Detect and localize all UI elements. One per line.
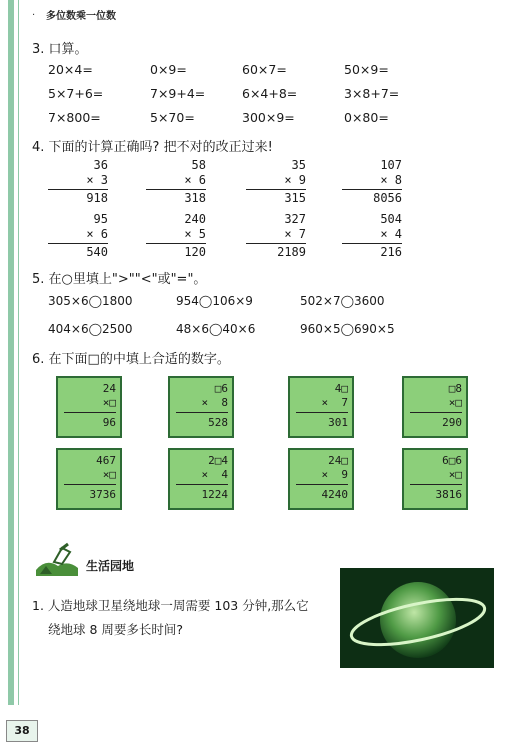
multiplier: × 7 [321, 396, 348, 409]
multiplier: ×□ [102, 396, 116, 409]
calc-rule [410, 484, 462, 485]
life-question-line2: 绕地球 8 周要多长时间? [48, 622, 184, 637]
calc-rule [64, 412, 116, 413]
q3-expression: 0×9= [150, 62, 187, 77]
product: 4240 [321, 488, 348, 501]
product: 1224 [201, 488, 228, 501]
multiplicand: 36 [93, 158, 108, 172]
calc-rule [246, 189, 306, 190]
q3-expression: 6×4+8= [242, 86, 298, 101]
multiplier: × 6 [184, 173, 206, 187]
vertical-multiplication [48, 158, 108, 206]
multiplier: × 4 [380, 227, 402, 241]
q5-comparison: 502×7◯3600 [300, 294, 385, 308]
q5-comparison: 960×5◯690×5 [300, 322, 395, 336]
vertical-multiplication [48, 212, 108, 260]
product: 918 [86, 191, 108, 205]
q3-expression: 3×8+7= [344, 86, 400, 101]
product: 216 [380, 245, 402, 259]
vertical-multiplication [146, 212, 206, 260]
multiplicand: 58 [191, 158, 206, 172]
q4-title: 4. 下面的计算正确吗? 把不对的改正过来! [32, 140, 273, 155]
product: 318 [184, 191, 206, 205]
calc-rule [176, 484, 228, 485]
product: 315 [284, 191, 306, 205]
multiplier: × 6 [86, 227, 108, 241]
margin-bar [8, 0, 14, 705]
q3-expression: 300×9= [242, 110, 295, 125]
q3-expression: 7×800= [48, 110, 101, 125]
multiplier: × 9 [284, 173, 306, 187]
q3-expression: 0×80= [344, 110, 389, 125]
multiplier: ×□ [102, 468, 116, 481]
product: 290 [442, 416, 462, 429]
fill-in-card [402, 376, 468, 438]
multiplicand: 2□4 [208, 454, 228, 467]
multiplier: × 5 [184, 227, 206, 241]
multiplicand: □6 [214, 382, 228, 395]
multiplier: × 9 [321, 468, 348, 481]
chapter-title: 多位数乘一位数 [46, 11, 116, 22]
fill-in-card [288, 376, 354, 438]
q5-comparison: 954◯106×9 [176, 294, 253, 308]
calc-rule [296, 412, 348, 413]
q6-title: 6. 在下面□的中填上合适的数字。 [32, 352, 230, 367]
q5-comparison: 48×6◯40×6 [176, 322, 256, 336]
calc-rule [342, 243, 402, 244]
q3-expression: 20×4= [48, 62, 93, 77]
vertical-multiplication [342, 212, 402, 260]
vertical-multiplication [246, 158, 306, 206]
margin-line [18, 0, 19, 705]
calc-rule [48, 189, 108, 190]
product: 528 [208, 416, 228, 429]
calc-rule [342, 189, 402, 190]
product: 2189 [277, 245, 306, 259]
page-number: 38 [6, 720, 38, 742]
multiplier: × 4 [201, 468, 228, 481]
fill-in-card [288, 448, 354, 510]
q5-comparison: 404×6◯2500 [48, 322, 133, 336]
q3-expression: 60×7= [242, 62, 287, 77]
vertical-multiplication [146, 158, 206, 206]
multiplier: ×□ [448, 396, 462, 409]
calc-rule [48, 243, 108, 244]
product: 3816 [435, 488, 462, 501]
multiplier: × 7 [284, 227, 306, 241]
product: 120 [184, 245, 206, 259]
fill-in-card [56, 448, 122, 510]
multiplicand: 467 [96, 454, 116, 467]
calc-rule [146, 189, 206, 190]
fill-in-card [168, 376, 234, 438]
calc-rule [176, 412, 228, 413]
q5-comparison: 305×6◯1800 [48, 294, 133, 308]
multiplicand: 4□ [334, 382, 348, 395]
q3-expression: 50×9= [344, 62, 389, 77]
product: 8056 [373, 191, 402, 205]
multiplicand: 327 [284, 212, 306, 226]
multiplicand: 240 [184, 212, 206, 226]
product: 540 [86, 245, 108, 259]
calc-rule [296, 484, 348, 485]
earth-satellite-image [340, 568, 494, 668]
calc-rule [146, 243, 206, 244]
multiplicand: 6□6 [442, 454, 462, 467]
multiplier: ×□ [448, 468, 462, 481]
q3-expression: 5×70= [150, 110, 195, 125]
multiplicand: 95 [93, 212, 108, 226]
multiplicand: 24 [102, 382, 116, 395]
product: 3736 [89, 488, 116, 501]
multiplier: × 8 [201, 396, 228, 409]
q3-expression: 7×9+4= [150, 86, 206, 101]
calc-rule [410, 412, 462, 413]
q3-title: 3. 口算。 [32, 42, 88, 57]
vertical-multiplication [246, 212, 306, 260]
multiplicand: 504 [380, 212, 402, 226]
fill-in-card [402, 448, 468, 510]
life-question-line1: 1. 人造地球卫星绕地球一周需要 103 分钟,那么它 [32, 598, 309, 613]
product: 96 [102, 416, 116, 429]
header-bullet: · [32, 10, 36, 21]
q3-expression: 5×7+6= [48, 86, 104, 101]
fill-in-card [168, 448, 234, 510]
life-heading: 生活园地 [86, 559, 135, 573]
garden-icon [32, 540, 80, 580]
fill-in-card [56, 376, 122, 438]
multiplicand: □8 [448, 382, 462, 395]
vertical-multiplication [342, 158, 402, 206]
multiplicand: 107 [380, 158, 402, 172]
calc-rule [246, 243, 306, 244]
multiplicand: 24□ [328, 454, 348, 467]
product: 301 [328, 416, 348, 429]
multiplicand: 35 [291, 158, 306, 172]
q5-title: 5. 在○里填上">""<"或"="。 [32, 272, 207, 287]
multiplier: × 3 [86, 173, 108, 187]
multiplier: × 8 [380, 173, 402, 187]
calc-rule [64, 484, 116, 485]
